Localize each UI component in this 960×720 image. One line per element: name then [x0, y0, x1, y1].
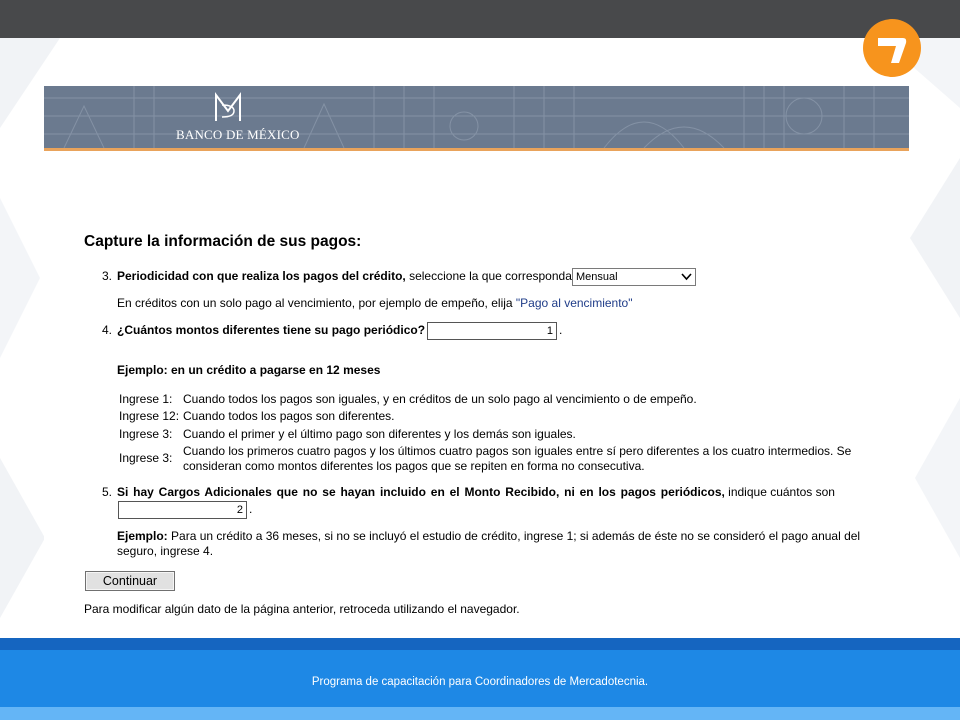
form-screenshot — [44, 86, 909, 638]
example-key-3: Ingrese 3: — [119, 427, 173, 441]
example-text-1: Cuando todos los pagos son iguales, y en créditos de un solo pago al vencimiento o de empeño. — [183, 392, 697, 406]
footer-text: Programa de capacitación para Coordinadores de Mercadotecnia. — [311, 676, 649, 688]
footer-bottom-band — [0, 707, 960, 720]
footer-top-band — [0, 638, 960, 650]
q3-label-bold: Periodicidad con que realiza los pagos del crédito, — [117, 269, 406, 283]
q4-number: 4. — [102, 323, 113, 337]
q3-label-rest: seleccione la que corresponda — [409, 269, 572, 283]
q5-example-text: Para un crédito a 36 meses, si no se incluyó el estudio de crédito, ingrese 1; si además de éste no se consideró el pago anual del — [171, 529, 861, 543]
periodicity-select[interactable] — [572, 268, 696, 286]
q5-example-label: Ejemplo: — [117, 529, 168, 543]
continue-button[interactable]: Continuar — [85, 571, 175, 591]
example-text-2: Cuando todos los pagos son diferentes. — [183, 409, 395, 423]
example-key-2: Ingrese 12: — [119, 409, 180, 423]
additional-charges-input[interactable]: 2 — [118, 501, 247, 519]
banner-accent-line — [44, 148, 909, 151]
bank-banner — [44, 86, 909, 148]
bank-name: BANCO DE MÉXICO — [176, 127, 300, 142]
q5-label-bold: Si hay Cargos Adicionales que no se hayan incluido en el Monto Recibido, ni en los pagos periódicos, — [117, 485, 725, 499]
example-key-1: Ingrese 1: — [119, 392, 173, 406]
top-bar — [0, 0, 960, 38]
q5-label-rest: indique cuántos son — [728, 485, 835, 499]
amounts-count-input[interactable]: 1 — [427, 322, 557, 340]
q3-label — [117, 269, 572, 284]
q3-note-text: En créditos con un solo pago al vencimiento, por ejemplo de empeño, elija — [117, 296, 516, 310]
q3-note — [117, 296, 633, 311]
chevron-down-icon — [681, 271, 692, 287]
q4-example-title: Ejemplo: en un crédito a pagarse en 12 meses — [117, 363, 381, 377]
q5-label — [117, 485, 835, 500]
q4-trailing-dot: . — [559, 323, 563, 337]
pago-al-vencimiento-link[interactable]: "Pago al vencimiento" — [515, 296, 633, 310]
q5-example-line2: seguro, ingrese 4. — [117, 544, 214, 558]
form-title: Capture la información de sus pagos: — [84, 233, 362, 250]
q3-number: 3. — [102, 269, 113, 283]
q5-example-line1 — [117, 529, 860, 544]
example-text-4-line2: consideran como montos diferentes los pagos que se repiten en forma no consecutiva. — [183, 459, 645, 473]
q5-number: 5. — [102, 485, 113, 499]
q5-trailing-dot: . — [249, 502, 253, 516]
example-text-3: Cuando el primer y el último pago son diferentes y los demás son iguales. — [183, 427, 576, 441]
back-navigation-note: Para modificar algún dato de la página anterior, retroceda utilizando el navegador. — [84, 602, 520, 616]
example-key-4: Ingrese 3: — [119, 451, 173, 465]
example-text-4-line1: Cuando los primeros cuatro pagos y los últimos cuatro pagos son iguales entre sí pero diferentes a los cuatro intermedios. Se — [183, 444, 852, 458]
q4-label: ¿Cuántos montos diferentes tiene su pago periódico? — [117, 323, 426, 337]
brand-logo-icon — [863, 19, 921, 77]
periodicity-select-value: Mensual — [576, 271, 618, 283]
